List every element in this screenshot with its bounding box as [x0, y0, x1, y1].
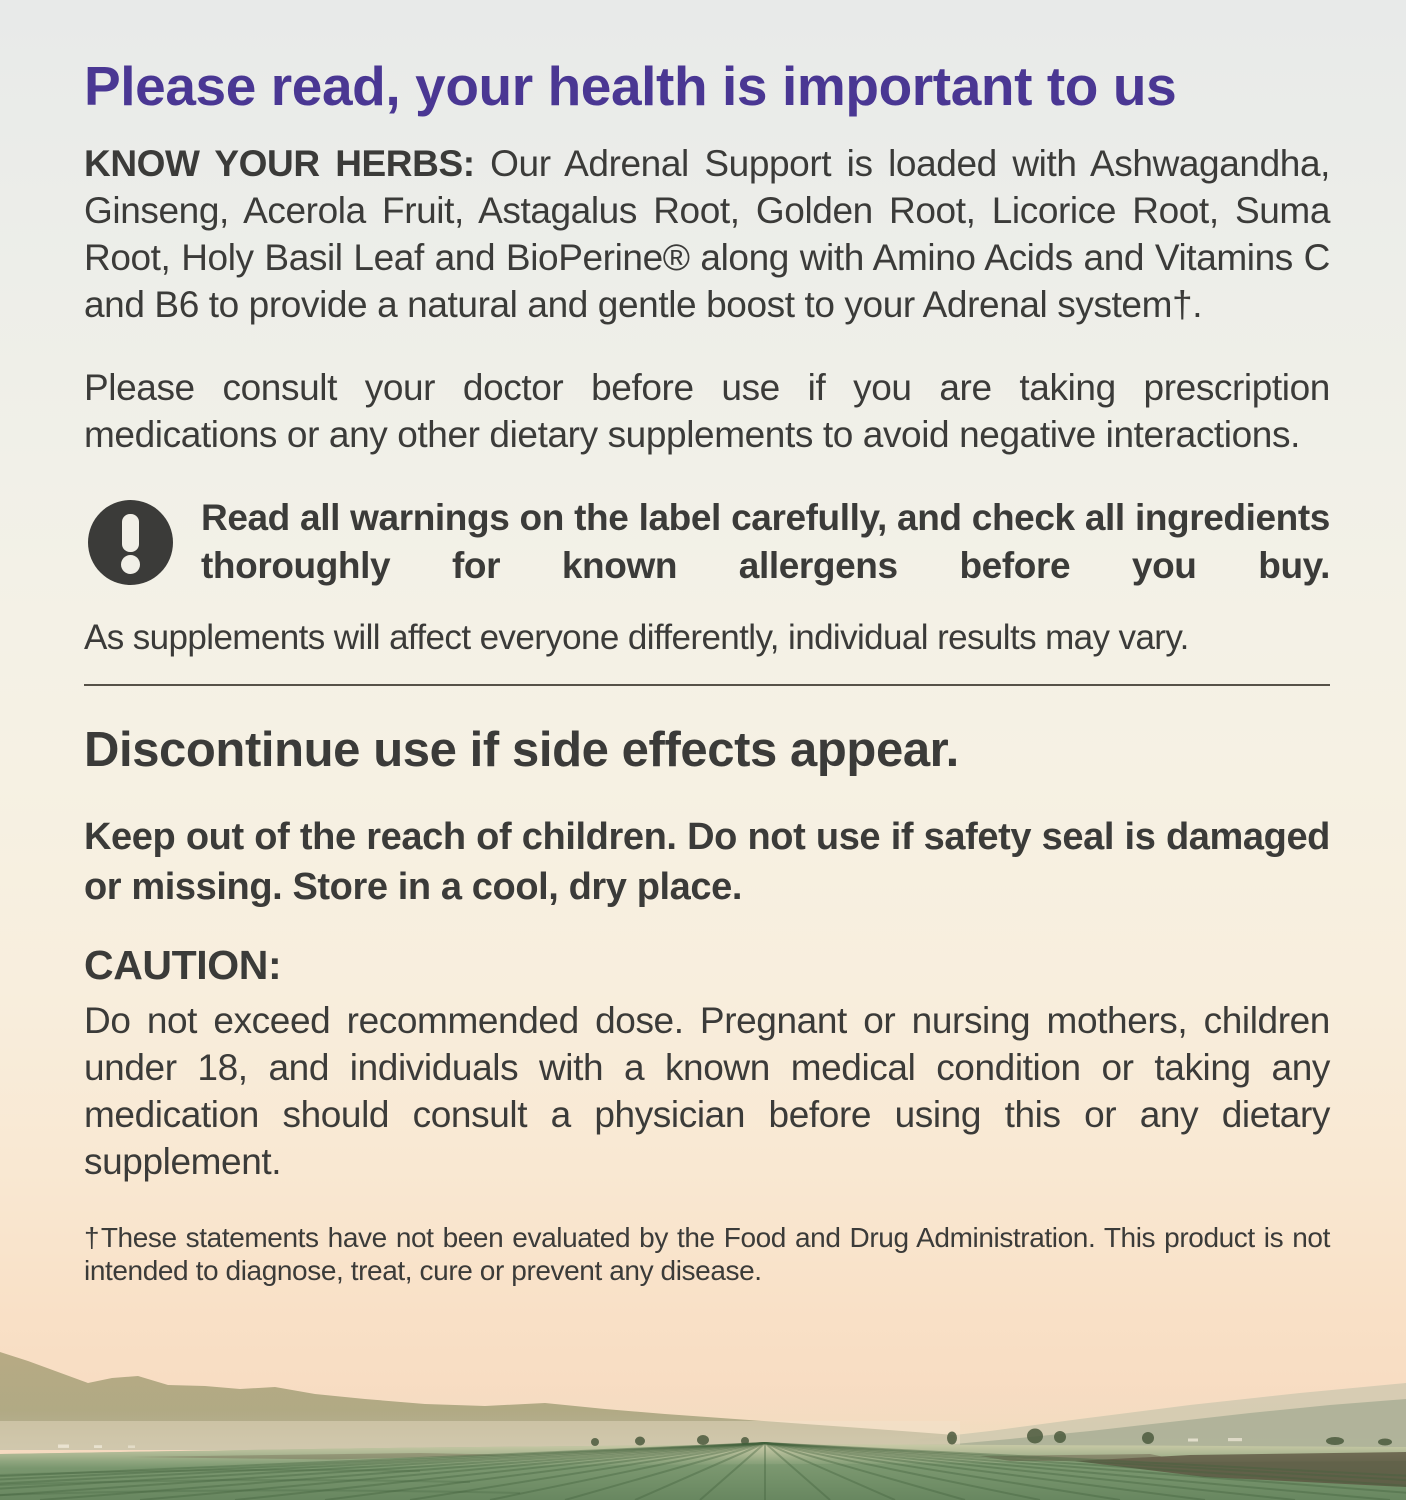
intro-paragraph	[84, 140, 1330, 328]
children-safety-paragraph: Keep out of the reach of children. Do not use if safety seal is damaged or missing. Store in a cool, dry place.	[84, 815, 1330, 908]
page-title: Please read, your health is important to us	[84, 55, 1177, 117]
warning-banner	[84, 494, 1330, 590]
sunset-farmland-photo	[0, 1325, 1406, 1500]
fda-disclaimer: †These statements have not been evaluated by the Food and Drug Administration. This product is not intended to diagnose, treat, cure or prevent any disease.	[84, 1221, 1330, 1286]
farmland-illustration	[0, 1325, 1406, 1500]
results-note: As supplements will affect everyone differently, individual results may vary.	[84, 617, 1189, 657]
warning-text: Read all warnings on the label carefully, and check all ingredients thoroughly for known allergens before you buy.	[201, 496, 1330, 586]
know-your-herbs-text: Our Adrenal Support is loaded with Ashwagandha, Ginseng, Acerola Fruit, Astagalus Root, Golden Root, Licorice Root, Suma Root, Holy Basil Leaf and BioPerine® along with Amino Acids and Vitamins C and B6 to provide a natural and gentle boost to your Adrenal system†.	[84, 142, 1331, 325]
caution-heading: CAUTION:	[84, 941, 282, 988]
know-your-herbs-label: KNOW YOUR HERBS:	[84, 142, 475, 184]
section-divider	[84, 684, 1330, 686]
caution-paragraph: Do not exceed recommended dose. Pregnant or nursing mothers, children under 18, and individuals with a known medical condition or taking any medication should consult a physician before using this or any dietary supplement.	[84, 999, 1330, 1182]
alert-exclamation-icon	[88, 500, 173, 585]
consult-doctor-paragraph: Please consult your doctor before use if you are taking prescription medications or any other dietary supplements to avoid negative interactions.	[84, 366, 1330, 455]
discontinue-heading: Discontinue use if side effects appear.	[84, 722, 959, 777]
